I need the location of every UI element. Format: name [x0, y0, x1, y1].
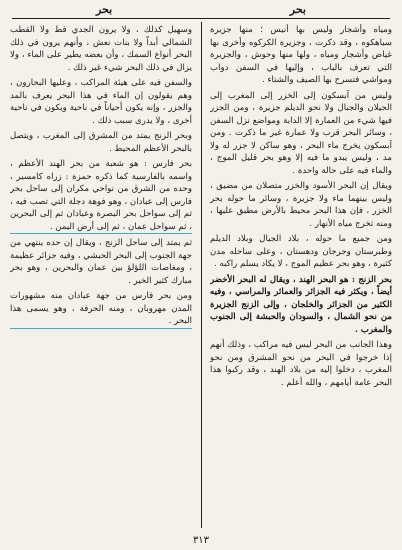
page-number: ٣١٣	[192, 535, 210, 546]
paragraph: وهذا الجانب من البحر ليس فيه مراكب ، وذلك أنهم إذا خرجوا في البحر من نحو المشرق ومن نحو المغرب ، دخلوا إليه من بلاد الهند ، وقد ركبوا هذا البحر عامة أيامهم ، والله أعلم .	[210, 340, 392, 388]
paragraph: ويقال إن البحر الأسود والخزر متصلان من مضيق ، وليس بينهما ماء ولا جزيرة ، وسائر ما حوله بحر الخزر ، فإن هذا البحر محيط بالأرض مطبق عليها ، ومنه تخرج مياه الأنهار .	[210, 181, 392, 229]
paragraph: والسفن فيه على هيئة المراكب ، وعليها البحارون ، وهم يقولون إن الماء في هذا البحر يعرف بالمد والجزر ، وإنه يكون أحياناً في ناحية ويكون في ناحية أخرى ، ولا يدرى سبب ذلك .	[10, 78, 192, 126]
paragraph: ومن جميع ما حوله ، بلاد الجبال وبلاد الديلم وطبرستان وجرجان ودهستان ، وعلى ساحله مدن كثيرة ، وهو بحر عظيم الموج ، لا يكاد يسلم راكبه .	[210, 234, 392, 269]
running-header-left: بحر	[96, 3, 113, 16]
paragraph: ومياه وأشجار وليس بها أنيس ؛ منها جزيرة سياهكوه ، وقد ذكرت ، وجزيرة الكركوه وأخرى بها غياض وأشجار ومياه ، ولها منها وحوش ، والجزيرة التي تعرف بالباب ، وإليها في السفن دواب ومواشي فتسرح بها الصيف والشتاء .	[210, 25, 392, 85]
paragraph-highlighted: بحر فارس : هو شعبة من بحر الهند الأعظم ، واسمه بالفارسية كما ذكره حمزة : زراه كامسير ، وحده من الشرق من نواحي مكران إلى ساحل بحر فارس إلى عبادان ، وهو فوهة دجلة التي تصب فيه ، ثم إلى سواحل بحر البصرة وعبادان ثم إلى البحرين ، ثم سواحل عمان ، ثم إلى أرض اليمن .	[10, 158, 192, 234]
paragraph-highlighted: ومن بحر فارس من جهة عبادان منه مشهورات المدن مهروبان ، ومنه الحرفة ، وهو يسمى هذا البحر .	[10, 290, 192, 329]
column-divider	[201, 22, 202, 528]
left-column	[10, 24, 192, 524]
paragraph: وبحر الزنج يمتد من المشرق إلى المغرب ، ويتصل بالبحر الأعظم المحيط .	[10, 131, 192, 154]
paragraph: ثم يمتد إلى ساحل الزنج ، ويقال إن حده ينتهي من جهة الجنوب إلى البحر الحبشي ، وفيه جزائر عظيمة ، ومغاصات اللؤلؤ بين عمان والبحرين ، وهو بحر مبارك كثير الخير .	[10, 238, 192, 286]
paragraph: بحر الزنج : هو البحر الهند ، ويقال له البحر الأخضر أيضاً ، ويكثر فيه الجزائر والعمائر والمراسي ، وفيه الكثير من الجزائر والخلجان ، وإلى الزنج الجزيرة من نحو الشمال ، والسودان والحبشة إلى الجنوب والمغرب .	[210, 274, 392, 335]
paragraph: وليس من آبسكون إلى الخزر إلى المغرب إلى الجيلان والجبال ولا نحو الديلم جزيرة ، ومن الجزر فيها شيء من العمارة إلا الدابة ومواضع نزل السفن ، وسائر البحر قرب ولا عمارة غير ما ذكرت . ومن آبسكون يخرج ماء البحر ، وهو ساكن لا جزر له ولا مد ، وليس يبدو ما فيه إلا وهو بحر قليل الموج ، والماء فيه على حالة واحدة .	[210, 90, 392, 176]
right-column	[210, 24, 392, 524]
header-rule	[12, 18, 390, 19]
running-header-right: بحر	[289, 3, 306, 16]
paragraph: وسهيل كذلك ، ولا يرون الجدي قط ولا القطب الشمالي أبداً ولا بنات نعش ، وأنهم يرون في ذلك البحر أنواع السمك ، وأن بعضه يطير على الماء ، ولا يزال في ذلك البحر شيء غير ذلك .	[10, 25, 192, 73]
